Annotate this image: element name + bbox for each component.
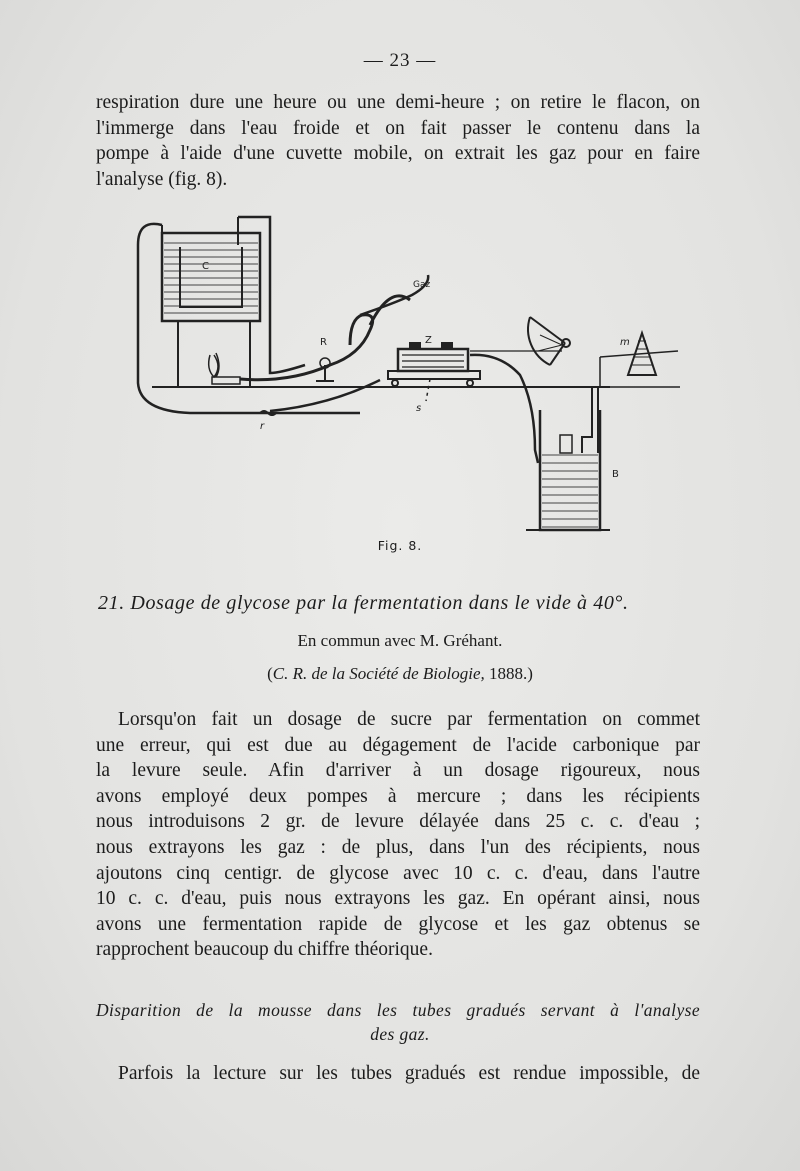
label-b: B (612, 469, 619, 480)
text-line: 10 c. c. d'eau, puis nous extrayons les gaz. En opérant ainsi, nous (96, 888, 700, 910)
coauthor-line: En commun avec M. Gréhant. (297, 631, 503, 650)
label-r-upper: R (320, 337, 327, 348)
paragraph-1 (96, 90, 700, 192)
subheading-line-1: Disparition de la mousse dans les tubes gradués servant à l'analyse (96, 1000, 700, 1020)
section-title: 21. Dosage de glycose par la fermentation dans le vide à 40°. (98, 592, 629, 614)
text-line: la levure seule. Afin d'arriver à un dosage rigoureux, nous (96, 760, 700, 782)
figure-caption: Fig. 8. (377, 538, 423, 553)
text-line: l'immerge dans l'eau froide et on fait passer le contenu dans la (96, 117, 700, 139)
figure-8-apparatus (130, 205, 690, 540)
text-line: avons une fermentation rapide de glycose et les gaz obtenus se (96, 913, 700, 935)
paragraph-3 (96, 1061, 700, 1087)
text-line: nous extrayons les gaz : de plus, dans l'un des récipients, nous (96, 836, 700, 858)
text-line: ajoutons cinq centigr. de glycose avec 10 c. c. d'eau, dans l'autre (96, 862, 700, 884)
text-line: une erreur, qui est due au dégagement de l'acide carbonique par (96, 734, 700, 756)
label-s: s (416, 403, 422, 414)
subheading-line-2: des gaz. (370, 1024, 430, 1044)
citation-open: ( (267, 664, 273, 683)
citation-line (0, 664, 800, 684)
label-gaz: Gaz (413, 280, 431, 290)
page-number: — 23 — (363, 50, 437, 71)
label-c: C (202, 261, 209, 272)
text-line: Lorsqu'on fait un dosage de sucre par fermentation on commet (118, 709, 700, 730)
text-line: l'analyse (fig. 8). (96, 168, 228, 190)
citation-journal: C. R. de la Société de Biologie, (272, 664, 485, 683)
citation-year: 1888.) (484, 664, 533, 683)
text-line: Parfois la lecture sur les tubes gradués est rendue impossible, de (118, 1063, 700, 1084)
text-line: avons employé deux pompes à mercure ; dans les récipients (96, 785, 700, 807)
pump-body (398, 349, 468, 371)
paragraph-2 (96, 707, 700, 963)
text-line: nous introduisons 2 gr. de levure délayée dans 25 c. c. d'eau ; (96, 811, 700, 833)
label-z: Z (425, 335, 432, 346)
text-line: pompe à l'aide d'une cuvette mobile, on extrait les gaz pour en faire (96, 143, 700, 165)
label-r-lower: r (260, 421, 265, 432)
label-m: m (620, 337, 630, 348)
text-line: rapprochent beaucoup du chiffre théorique. (96, 939, 433, 961)
text-line: respiration dure une heure ou une demi-heure ; on retire le flacon, on (96, 92, 700, 113)
